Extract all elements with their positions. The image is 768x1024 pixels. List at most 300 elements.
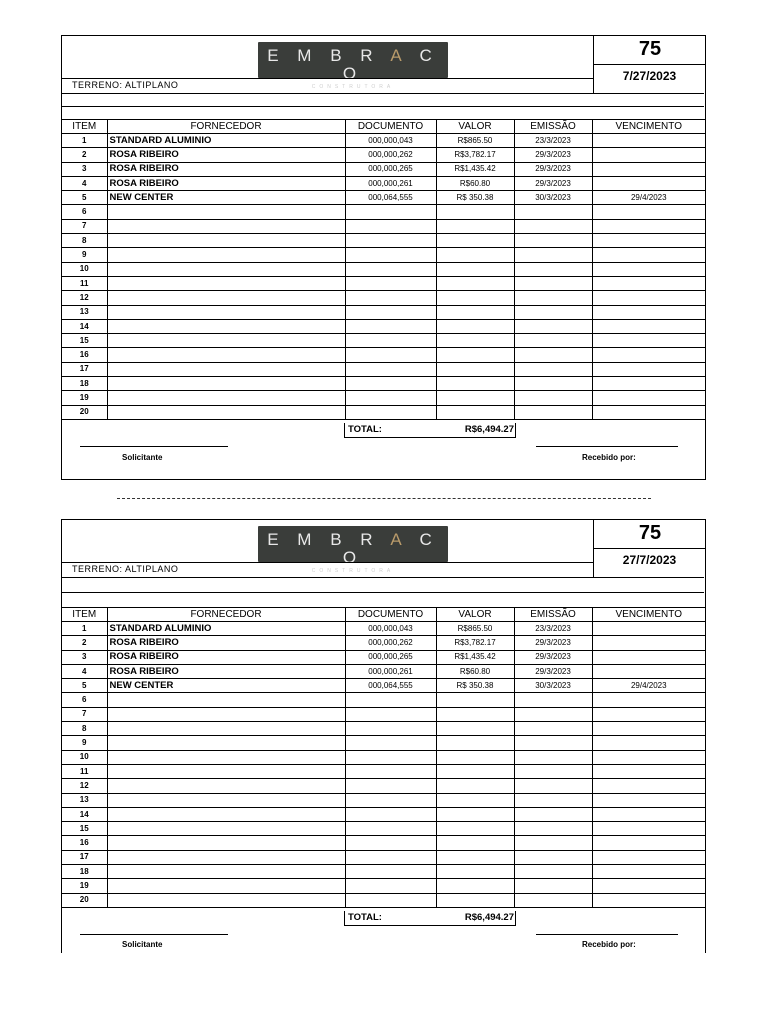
cell-vencimento (592, 650, 705, 664)
column-header-documento: DOCUMENTO (345, 120, 436, 134)
logo-tagline: CONSTRUTORA (311, 568, 395, 574)
cell-emissao (514, 391, 592, 405)
items-table (62, 607, 705, 908)
cell-vencimento (592, 391, 705, 405)
cell-emissao: 29/3/2023 (514, 650, 592, 664)
cell-valor: R$865.50 (436, 134, 514, 148)
cell-fornecedor (107, 248, 345, 262)
cell-emissao (514, 793, 592, 807)
logo-tagline: CONSTRUTORA (311, 84, 395, 90)
cell-valor (436, 693, 514, 707)
cell-vencimento (592, 319, 705, 333)
cell-valor (436, 234, 514, 248)
cell-valor (436, 893, 514, 907)
cell-documento: 000,000,265 (345, 162, 436, 176)
table-row (62, 162, 705, 176)
cell-fornecedor (107, 879, 345, 893)
cell-emissao: 29/3/2023 (514, 162, 592, 176)
table-row (62, 893, 705, 907)
cell-emissao (514, 836, 592, 850)
form-number: 75 (593, 36, 706, 64)
cell-valor: R$865.50 (436, 622, 514, 636)
table-row (62, 134, 705, 148)
cell-valor (436, 391, 514, 405)
cell-valor (436, 219, 514, 233)
divider-line (62, 562, 593, 563)
cell-emissao (514, 779, 592, 793)
column-header-fornecedor: FORNECEDOR (107, 608, 345, 622)
cell-item: 4 (62, 176, 107, 190)
cell-documento (345, 807, 436, 821)
embraco-logo (258, 526, 448, 574)
form-date: 27/7/2023 (593, 548, 705, 578)
cell-fornecedor: ROSA RIBEIRO (107, 664, 345, 678)
cell-valor (436, 362, 514, 376)
cell-documento (345, 793, 436, 807)
cell-emissao (514, 764, 592, 778)
cell-item: 5 (62, 191, 107, 205)
cell-item: 14 (62, 319, 107, 333)
cell-vencimento (592, 334, 705, 348)
cell-vencimento (592, 793, 705, 807)
table-row (62, 405, 705, 419)
cell-fornecedor: ROSA RIBEIRO (107, 176, 345, 190)
table-header-row (62, 608, 705, 622)
cell-vencimento (592, 162, 705, 176)
cell-fornecedor (107, 750, 345, 764)
cell-valor: R$3,782.17 (436, 636, 514, 650)
cell-vencimento (592, 807, 705, 821)
cell-item: 8 (62, 722, 107, 736)
cell-item: 6 (62, 205, 107, 219)
table-row (62, 779, 705, 793)
table-row (62, 707, 705, 721)
cell-documento (345, 750, 436, 764)
cell-emissao: 29/3/2023 (514, 636, 592, 650)
cell-fornecedor (107, 391, 345, 405)
cell-fornecedor (107, 291, 345, 305)
cell-valor (436, 377, 514, 391)
divider-line (62, 93, 704, 94)
solicitante-signature-line (80, 934, 228, 935)
table-row (62, 191, 705, 205)
cut-line (117, 498, 651, 499)
cell-emissao (514, 405, 592, 419)
cell-item: 15 (62, 334, 107, 348)
table-row (62, 234, 705, 248)
cell-documento (345, 865, 436, 879)
cell-item: 17 (62, 362, 107, 376)
cell-documento (345, 707, 436, 721)
recebido-signature-line (536, 934, 678, 935)
table-row (62, 362, 705, 376)
table-row (62, 148, 705, 162)
cell-emissao: 29/3/2023 (514, 176, 592, 190)
table-row (62, 205, 705, 219)
divider-line (62, 78, 593, 79)
cell-fornecedor: ROSA RIBEIRO (107, 650, 345, 664)
column-header-documento: DOCUMENTO (345, 608, 436, 622)
cell-emissao (514, 362, 592, 376)
table-row (62, 764, 705, 778)
cell-valor (436, 807, 514, 821)
table-row (62, 722, 705, 736)
cell-item: 10 (62, 750, 107, 764)
cell-vencimento (592, 865, 705, 879)
cell-valor (436, 750, 514, 764)
cell-documento (345, 779, 436, 793)
cell-documento (345, 722, 436, 736)
cell-item: 19 (62, 391, 107, 405)
cell-documento (345, 693, 436, 707)
table-row (62, 262, 705, 276)
logo-brand: E M B R A C O (267, 530, 439, 567)
table-row (62, 176, 705, 190)
cell-documento (345, 822, 436, 836)
table-row (62, 377, 705, 391)
table-row (62, 291, 705, 305)
cell-emissao: 29/3/2023 (514, 664, 592, 678)
cell-item: 19 (62, 879, 107, 893)
cell-fornecedor (107, 807, 345, 821)
total-label: TOTAL: (348, 912, 382, 923)
cell-valor: R$ 350.38 (436, 191, 514, 205)
cell-vencimento: 29/4/2023 (592, 191, 705, 205)
cell-emissao (514, 736, 592, 750)
table-row (62, 865, 705, 879)
cell-fornecedor (107, 893, 345, 907)
cell-item: 4 (62, 664, 107, 678)
cell-fornecedor (107, 779, 345, 793)
cell-valor (436, 879, 514, 893)
cell-emissao (514, 262, 592, 276)
table-row (62, 391, 705, 405)
cell-documento (345, 248, 436, 262)
cell-documento (345, 893, 436, 907)
cell-valor (436, 707, 514, 721)
terreno-label: TERRENO: ALTIPLANO (72, 564, 179, 574)
cell-valor (436, 736, 514, 750)
cell-vencimento (592, 305, 705, 319)
cell-vencimento: 29/4/2023 (592, 679, 705, 693)
cell-fornecedor (107, 305, 345, 319)
cell-fornecedor (107, 722, 345, 736)
table-row (62, 319, 705, 333)
cell-item: 15 (62, 822, 107, 836)
cell-emissao: 29/3/2023 (514, 148, 592, 162)
total-label: TOTAL: (348, 424, 382, 435)
column-header-vencimento: VENCIMENTO (592, 120, 705, 134)
cell-item: 5 (62, 679, 107, 693)
cell-vencimento (592, 248, 705, 262)
table-row (62, 879, 705, 893)
cell-emissao (514, 248, 592, 262)
total-box (344, 911, 516, 926)
cell-valor: R$1,435.42 (436, 162, 514, 176)
cell-vencimento (592, 722, 705, 736)
cell-item: 14 (62, 807, 107, 821)
cell-fornecedor (107, 707, 345, 721)
cell-vencimento (592, 348, 705, 362)
cell-documento (345, 405, 436, 419)
table-row (62, 219, 705, 233)
cell-vencimento (592, 362, 705, 376)
cell-valor (436, 836, 514, 850)
table-body (62, 134, 705, 420)
cell-vencimento (592, 750, 705, 764)
table-row (62, 850, 705, 864)
cell-fornecedor: ROSA RIBEIRO (107, 636, 345, 650)
cell-emissao (514, 807, 592, 821)
cell-documento (345, 219, 436, 233)
cell-vencimento (592, 836, 705, 850)
cell-documento (345, 836, 436, 850)
cell-vencimento (592, 176, 705, 190)
form-number: 75 (593, 520, 706, 548)
cell-item: 18 (62, 865, 107, 879)
total-value: R$6,494.27 (464, 424, 514, 435)
cell-valor: R$1,435.42 (436, 650, 514, 664)
payment-form-1 (61, 35, 706, 480)
cell-vencimento (592, 664, 705, 678)
table-row (62, 650, 705, 664)
recebido-label: Recebido por: (582, 940, 636, 949)
table-row (62, 334, 705, 348)
table-header-row (62, 120, 705, 134)
cell-documento: 000,064,555 (345, 191, 436, 205)
cell-fornecedor (107, 836, 345, 850)
cell-emissao (514, 693, 592, 707)
cell-documento (345, 348, 436, 362)
cell-vencimento (592, 822, 705, 836)
total-value: R$6,494.27 (464, 912, 514, 923)
cell-documento (345, 305, 436, 319)
cell-vencimento (592, 205, 705, 219)
cell-fornecedor (107, 219, 345, 233)
cell-valor (436, 764, 514, 778)
cell-emissao (514, 348, 592, 362)
cell-item: 10 (62, 262, 107, 276)
solicitante-label: Solicitante (122, 940, 163, 949)
cell-documento (345, 377, 436, 391)
solicitante-label: Solicitante (122, 453, 163, 462)
cell-valor (436, 348, 514, 362)
cell-item: 1 (62, 134, 107, 148)
cell-item: 16 (62, 836, 107, 850)
cell-item: 12 (62, 291, 107, 305)
cell-documento (345, 334, 436, 348)
cell-emissao (514, 234, 592, 248)
cell-documento: 000,000,261 (345, 176, 436, 190)
embraco-logo (258, 42, 448, 90)
cell-emissao (514, 276, 592, 290)
table-body (62, 622, 705, 908)
cell-documento: 000,000,261 (345, 664, 436, 678)
cell-fornecedor: ROSA RIBEIRO (107, 148, 345, 162)
cell-documento (345, 276, 436, 290)
cell-valor (436, 793, 514, 807)
cell-fornecedor (107, 736, 345, 750)
cell-item: 12 (62, 779, 107, 793)
cell-emissao (514, 707, 592, 721)
recebido-signature-line (536, 446, 678, 447)
cell-vencimento (592, 219, 705, 233)
cell-documento (345, 850, 436, 864)
cell-fornecedor (107, 865, 345, 879)
cell-valor (436, 319, 514, 333)
cell-vencimento (592, 622, 705, 636)
cell-vencimento (592, 764, 705, 778)
table-row (62, 276, 705, 290)
cell-emissao (514, 822, 592, 836)
cell-emissao (514, 377, 592, 391)
cell-documento: 000,064,555 (345, 679, 436, 693)
cell-fornecedor (107, 405, 345, 419)
cell-fornecedor (107, 234, 345, 248)
cell-vencimento (592, 693, 705, 707)
table-row (62, 636, 705, 650)
cell-fornecedor (107, 276, 345, 290)
cell-documento (345, 319, 436, 333)
table-row (62, 679, 705, 693)
column-header-item: ITEM (62, 608, 107, 622)
cell-vencimento (592, 377, 705, 391)
table-row (62, 793, 705, 807)
cell-vencimento (592, 276, 705, 290)
cell-vencimento (592, 405, 705, 419)
cell-valor (436, 722, 514, 736)
cell-item: 2 (62, 148, 107, 162)
table-row (62, 822, 705, 836)
cell-fornecedor: ROSA RIBEIRO (107, 162, 345, 176)
cell-item: 9 (62, 248, 107, 262)
cell-valor (436, 248, 514, 262)
cell-documento (345, 879, 436, 893)
solicitante-signature-line (80, 446, 228, 447)
cell-fornecedor (107, 764, 345, 778)
cell-documento (345, 262, 436, 276)
cell-fornecedor (107, 822, 345, 836)
cell-fornecedor (107, 362, 345, 376)
logo-brand: E M B R A C O (267, 46, 439, 83)
cell-emissao (514, 750, 592, 764)
table-row (62, 348, 705, 362)
cell-documento: 000,000,262 (345, 148, 436, 162)
cell-item: 1 (62, 622, 107, 636)
column-header-item: ITEM (62, 120, 107, 134)
column-header-valor: VALOR (436, 608, 514, 622)
divider-line (62, 106, 704, 107)
cell-documento (345, 362, 436, 376)
cell-documento (345, 291, 436, 305)
cell-fornecedor: NEW CENTER (107, 679, 345, 693)
cell-fornecedor (107, 334, 345, 348)
cell-vencimento (592, 850, 705, 864)
table-row (62, 736, 705, 750)
cell-valor: R$ 350.38 (436, 679, 514, 693)
cell-emissao (514, 319, 592, 333)
cell-valor: R$60.80 (436, 176, 514, 190)
cell-emissao (514, 893, 592, 907)
items-table (62, 119, 705, 420)
cell-item: 6 (62, 693, 107, 707)
cell-emissao: 30/3/2023 (514, 191, 592, 205)
cell-valor (436, 779, 514, 793)
cell-item: 11 (62, 764, 107, 778)
cell-vencimento (592, 291, 705, 305)
cell-documento: 000,000,265 (345, 650, 436, 664)
cell-item: 20 (62, 893, 107, 907)
column-header-fornecedor: FORNECEDOR (107, 120, 345, 134)
table-row (62, 664, 705, 678)
cell-item: 13 (62, 793, 107, 807)
cell-documento (345, 234, 436, 248)
cell-vencimento (592, 262, 705, 276)
cell-fornecedor (107, 377, 345, 391)
cell-item: 3 (62, 650, 107, 664)
cell-item: 18 (62, 377, 107, 391)
cell-emissao: 23/3/2023 (514, 134, 592, 148)
cell-valor (436, 276, 514, 290)
cell-fornecedor (107, 262, 345, 276)
cell-vencimento (592, 736, 705, 750)
cell-valor: R$3,782.17 (436, 148, 514, 162)
cell-emissao (514, 850, 592, 864)
cell-valor (436, 305, 514, 319)
cell-vencimento (592, 779, 705, 793)
cell-valor (436, 334, 514, 348)
cell-item: 20 (62, 405, 107, 419)
cell-emissao (514, 334, 592, 348)
cell-item: 2 (62, 636, 107, 650)
cell-vencimento (592, 636, 705, 650)
column-header-emissao: EMISSÃO (514, 120, 592, 134)
table-row (62, 807, 705, 821)
cell-fornecedor (107, 205, 345, 219)
cell-vencimento (592, 134, 705, 148)
cell-emissao (514, 879, 592, 893)
cell-vencimento (592, 707, 705, 721)
cell-documento (345, 736, 436, 750)
table-row (62, 248, 705, 262)
cell-emissao (514, 219, 592, 233)
terreno-label: TERRENO: ALTIPLANO (72, 80, 179, 90)
table-row (62, 750, 705, 764)
cell-emissao (514, 205, 592, 219)
cell-item: 16 (62, 348, 107, 362)
cell-fornecedor: STANDARD ALUMINIO (107, 134, 345, 148)
table-row (62, 305, 705, 319)
cell-item: 8 (62, 234, 107, 248)
cell-fornecedor: NEW CENTER (107, 191, 345, 205)
cell-valor (436, 822, 514, 836)
cell-item: 11 (62, 276, 107, 290)
cell-documento (345, 764, 436, 778)
cell-item: 9 (62, 736, 107, 750)
cell-fornecedor: STANDARD ALUMINIO (107, 622, 345, 636)
cell-valor (436, 291, 514, 305)
cell-fornecedor (107, 319, 345, 333)
cell-item: 7 (62, 219, 107, 233)
cell-documento: 000,000,043 (345, 622, 436, 636)
cell-emissao (514, 305, 592, 319)
cell-item: 17 (62, 850, 107, 864)
cell-fornecedor (107, 793, 345, 807)
cell-documento (345, 205, 436, 219)
cell-fornecedor (107, 348, 345, 362)
form-date: 7/27/2023 (593, 64, 705, 94)
cell-emissao: 23/3/2023 (514, 622, 592, 636)
